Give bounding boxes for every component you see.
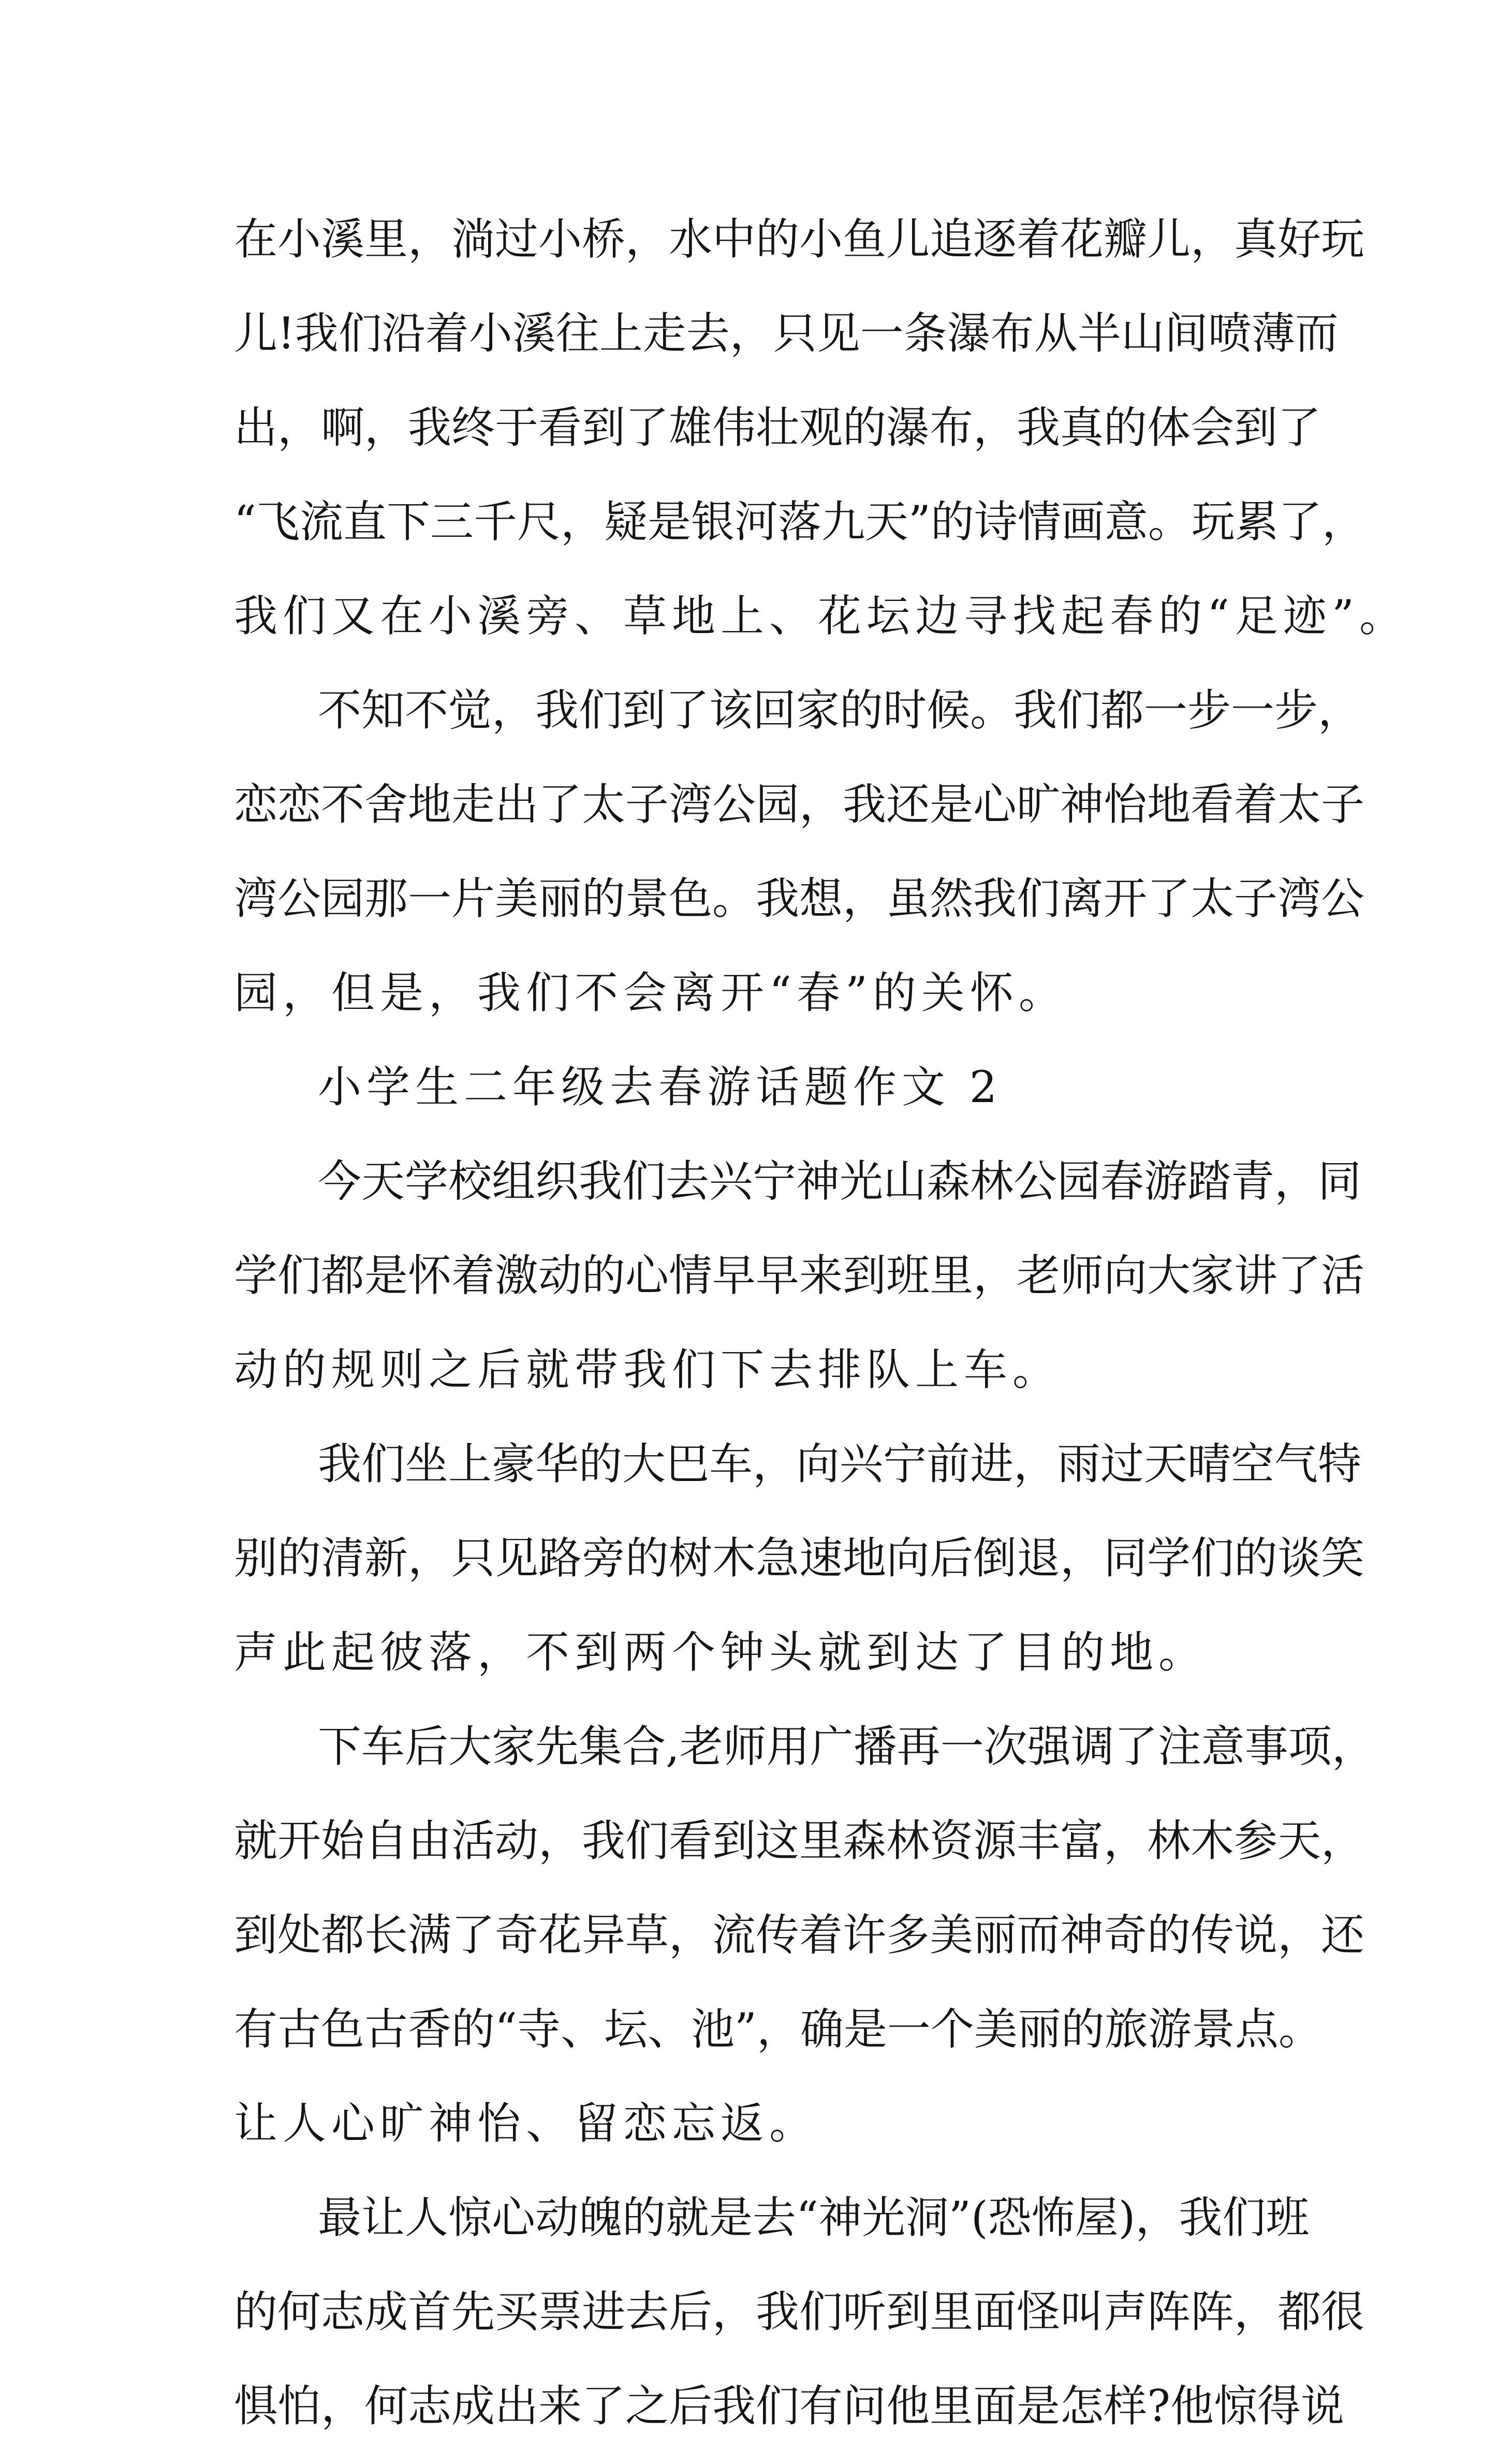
text-line: 儿!我们沿着小溪往上走去，只见一条瀑布从半山间喷薄而 <box>234 308 1339 359</box>
text-line: 别的清新，只见路旁的树木急速地向后倒退，同学们的谈笑 <box>234 1533 1365 1583</box>
text-line: 出，啊，我终于看到了雄伟壮观的瀑布，我真的体会到了 <box>234 402 1321 453</box>
paragraph-first-line: 不知不觉，我们到了该回家的时候。我们都一步一步， <box>318 685 1362 736</box>
text-line: 湾公园那一片美丽的景色。我想，虽然我们离开了太子湾公 <box>234 873 1365 924</box>
text-line: 的何志成首先买票进去后，我们听到里面怪叫声阵阵，都很 <box>234 2286 1365 2337</box>
text-line: 就开始自由活动，我们看到这里森林资源丰富，林木参天， <box>234 1815 1365 1866</box>
text-line: 学们都是怀着激动的心情早早来到班里，老师向大家讲了活 <box>234 1250 1365 1301</box>
text-line: 在小溪里，淌过小桥，水中的小鱼儿追逐着花瓣儿，真好玩 <box>234 214 1365 265</box>
text-line: 恋恋不舍地走出了太子湾公园，我还是心旷神怡地看着太子 <box>234 779 1365 830</box>
text-line: 动的规则之后就带我们下去排队上车。 <box>234 1344 1062 1395</box>
text-line: 让人心旷神怡、留恋忘返。 <box>234 2098 818 2149</box>
paragraph-first-line: 今天学校组织我们去兴宁神光山森林公园春游踏青，同 <box>318 1156 1362 1207</box>
text-line: 园，但是，我们不会离开“春”的关怀。 <box>234 967 1067 1018</box>
paragraph-first-line: 我们坐上豪华的大巴车，向兴宁前进，雨过天晴空气特 <box>318 1439 1362 1489</box>
text-line: 到处都长满了奇花异草，流传着许多美丽而神奇的传说，还 <box>234 1910 1365 1960</box>
document-page <box>234 203 1408 2464</box>
text-line: 声此起彼落，不到两个钟头就到达了目的地。 <box>234 1627 1208 1678</box>
text-line: “飞流直下三千尺，疑是银河落九天”的诗情画意。玩累了， <box>234 496 1365 547</box>
paragraph-first-line: 下车后大家先集合,老师用广播再一次强调了注意事项， <box>318 1721 1375 1772</box>
text-line: 有古色古香的“寺、坛、池”，确是一个美丽的旅游景点。 <box>234 2004 1322 2055</box>
section-heading: 小学生二年级去春游话题作文 2 <box>318 1062 1003 1112</box>
paragraph-first-line: 最让人惊心动魄的就是去“神光洞”(恐怖屋)，我们班 <box>318 2192 1310 2243</box>
text-line: 我们又在小溪旁、草地上、花坛边寻找起春的“足迹”。 <box>234 591 1408 641</box>
text-line: 惧怕，何志成出来了之后我们有问他里面是怎样?他惊得说 <box>234 2381 1345 2431</box>
